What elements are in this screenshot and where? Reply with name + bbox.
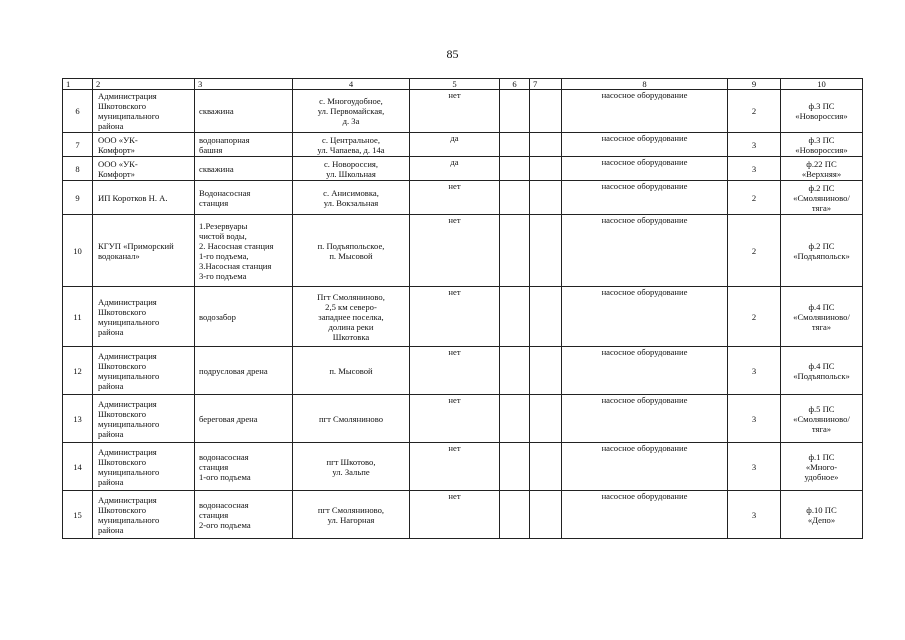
- object-cell: Водонасосная станция: [195, 181, 293, 215]
- object-cell: водонасосная станция 2-ого подъема: [195, 491, 293, 539]
- col7-cell: [530, 181, 562, 215]
- col9-cell: 2: [728, 215, 781, 287]
- col6-cell: [500, 491, 530, 539]
- feeder-cell: ф.2 ПС «Смоляниново/ тяга»: [781, 181, 863, 215]
- col5-cell: да: [410, 133, 500, 157]
- header-cell: 3: [195, 79, 293, 90]
- header-cell: 8: [562, 79, 728, 90]
- col7-cell: [530, 133, 562, 157]
- col7-cell: [530, 90, 562, 133]
- header-cell: 10: [781, 79, 863, 90]
- address-cell: с. Многоудобное, ул. Первомайская, д. 3а: [293, 90, 410, 133]
- address-cell: пгт Смоляниново, ул. Нагорная: [293, 491, 410, 539]
- col5-cell: нет: [410, 287, 500, 347]
- owner-cell: Администрация Шкотовского муниципального района: [93, 491, 195, 539]
- row-number-cell: 12: [63, 347, 93, 395]
- object-cell: 1.Резервуары чистой воды, 2. Насосная станция 1-го подъема, 3.Насосная станция 3-го подъема: [195, 215, 293, 287]
- col9-cell: 3: [728, 133, 781, 157]
- object-cell: подрусловая дрена: [195, 347, 293, 395]
- col7-cell: [530, 215, 562, 287]
- table-row: [63, 287, 863, 347]
- header-cell: 2: [93, 79, 195, 90]
- col6-cell: [500, 347, 530, 395]
- owner-cell: Администрация Шкотовского муниципального района: [93, 287, 195, 347]
- header-cell: 6: [500, 79, 530, 90]
- address-cell: с. Анисимовка, ул. Вокзальная: [293, 181, 410, 215]
- owner-cell: Администрация Шкотовского муниципального района: [93, 443, 195, 491]
- col9-cell: 2: [728, 181, 781, 215]
- col7-cell: [530, 443, 562, 491]
- feeder-cell: ф.4 ПС «Подъяпольск»: [781, 347, 863, 395]
- page-number: 85: [446, 47, 459, 61]
- owner-cell: Администрация Шкотовского муниципального района: [93, 90, 195, 133]
- equipment-cell: насосное оборудование: [562, 215, 728, 287]
- table-row: [63, 133, 863, 157]
- equipment-cell: насосное оборудование: [562, 157, 728, 181]
- feeder-cell: ф.5 ПС «Смоляниново/ тяга»: [781, 395, 863, 443]
- col6-cell: [500, 90, 530, 133]
- equipment-cell: насосное оборудование: [562, 287, 728, 347]
- col7-cell: [530, 491, 562, 539]
- col7-cell: [530, 157, 562, 181]
- header-row: [63, 79, 863, 90]
- col9-cell: 3: [728, 157, 781, 181]
- col5-cell: да: [410, 157, 500, 181]
- feeder-cell: ф.22 ПС «Верхняя»: [781, 157, 863, 181]
- data-table: [62, 78, 863, 539]
- header-cell: 7: [530, 79, 562, 90]
- owner-cell: ООО «УК- Комфорт»: [93, 157, 195, 181]
- equipment-cell: насосное оборудование: [562, 443, 728, 491]
- col6-cell: [500, 443, 530, 491]
- address-cell: Пгт Смоляниново, 2,5 км северо- западнее поселка, долина реки Шкотовка: [293, 287, 410, 347]
- col5-cell: нет: [410, 215, 500, 287]
- col9-cell: 3: [728, 395, 781, 443]
- table-row: [63, 491, 863, 539]
- header-cell: 5: [410, 79, 500, 90]
- equipment-cell: насосное оборудование: [562, 181, 728, 215]
- equipment-cell: насосное оборудование: [562, 347, 728, 395]
- object-cell: водонасосная станция 1-ого подъема: [195, 443, 293, 491]
- table-row: [63, 443, 863, 491]
- address-cell: с. Новороссия, ул. Школьная: [293, 157, 410, 181]
- table-row: [63, 347, 863, 395]
- equipment-cell: насосное оборудование: [562, 395, 728, 443]
- header-cell: 9: [728, 79, 781, 90]
- object-cell: водозабор: [195, 287, 293, 347]
- col9-cell: 3: [728, 347, 781, 395]
- col9-cell: 3: [728, 491, 781, 539]
- row-number-cell: 7: [63, 133, 93, 157]
- object-cell: береговая дрена: [195, 395, 293, 443]
- feeder-cell: ф.10 ПС «Депо»: [781, 491, 863, 539]
- table-row: [63, 181, 863, 215]
- feeder-cell: ф.2 ПС «Подъяпольск»: [781, 215, 863, 287]
- header-cell: 1: [63, 79, 93, 90]
- col6-cell: [500, 395, 530, 443]
- col5-cell: нет: [410, 491, 500, 539]
- col9-cell: 3: [728, 443, 781, 491]
- table-row: [63, 157, 863, 181]
- equipment-cell: насосное оборудование: [562, 133, 728, 157]
- address-cell: пгт Шкотово, ул. Зальпе: [293, 443, 410, 491]
- col6-cell: [500, 133, 530, 157]
- col5-cell: нет: [410, 443, 500, 491]
- address-cell: п. Подъяпольское, п. Мысовой: [293, 215, 410, 287]
- owner-cell: ИП Коротков Н. А.: [93, 181, 195, 215]
- row-number-cell: 11: [63, 287, 93, 347]
- address-cell: с. Центральное, ул. Чапаева, д. 14а: [293, 133, 410, 157]
- row-number-cell: 8: [63, 157, 93, 181]
- col7-cell: [530, 395, 562, 443]
- col6-cell: [500, 157, 530, 181]
- col6-cell: [500, 215, 530, 287]
- col5-cell: нет: [410, 181, 500, 215]
- row-number-cell: 9: [63, 181, 93, 215]
- feeder-cell: ф.4 ПС «Смоляниново/ тяга»: [781, 287, 863, 347]
- object-cell: скважина: [195, 90, 293, 133]
- row-number-cell: 15: [63, 491, 93, 539]
- col5-cell: нет: [410, 90, 500, 133]
- col7-cell: [530, 347, 562, 395]
- col6-cell: [500, 287, 530, 347]
- object-cell: водонапорная башня: [195, 133, 293, 157]
- table-row: [63, 215, 863, 287]
- feeder-cell: ф.1 ПС «Много- удобное»: [781, 443, 863, 491]
- table-row: [63, 90, 863, 133]
- col5-cell: нет: [410, 347, 500, 395]
- address-cell: пгт Смоляниново: [293, 395, 410, 443]
- owner-cell: Администрация Шкотовского муниципального района: [93, 395, 195, 443]
- feeder-cell: ф.3 ПС «Новороссия»: [781, 133, 863, 157]
- col9-cell: 2: [728, 287, 781, 347]
- address-cell: п. Мысовой: [293, 347, 410, 395]
- table-row: [63, 395, 863, 443]
- row-number-cell: 10: [63, 215, 93, 287]
- header-cell: 4: [293, 79, 410, 90]
- owner-cell: ООО «УК- Комфорт»: [93, 133, 195, 157]
- col7-cell: [530, 287, 562, 347]
- owner-cell: Администрация Шкотовского муниципального района: [93, 347, 195, 395]
- equipment-cell: насосное оборудование: [562, 491, 728, 539]
- feeder-cell: ф.3 ПС «Новороссия»: [781, 90, 863, 133]
- row-number-cell: 14: [63, 443, 93, 491]
- col9-cell: 2: [728, 90, 781, 133]
- owner-cell: КГУП «Приморский водоканал»: [93, 215, 195, 287]
- equipment-cell: насосное оборудование: [562, 90, 728, 133]
- row-number-cell: 6: [63, 90, 93, 133]
- col5-cell: нет: [410, 395, 500, 443]
- row-number-cell: 13: [63, 395, 93, 443]
- col6-cell: [500, 181, 530, 215]
- object-cell: скважина: [195, 157, 293, 181]
